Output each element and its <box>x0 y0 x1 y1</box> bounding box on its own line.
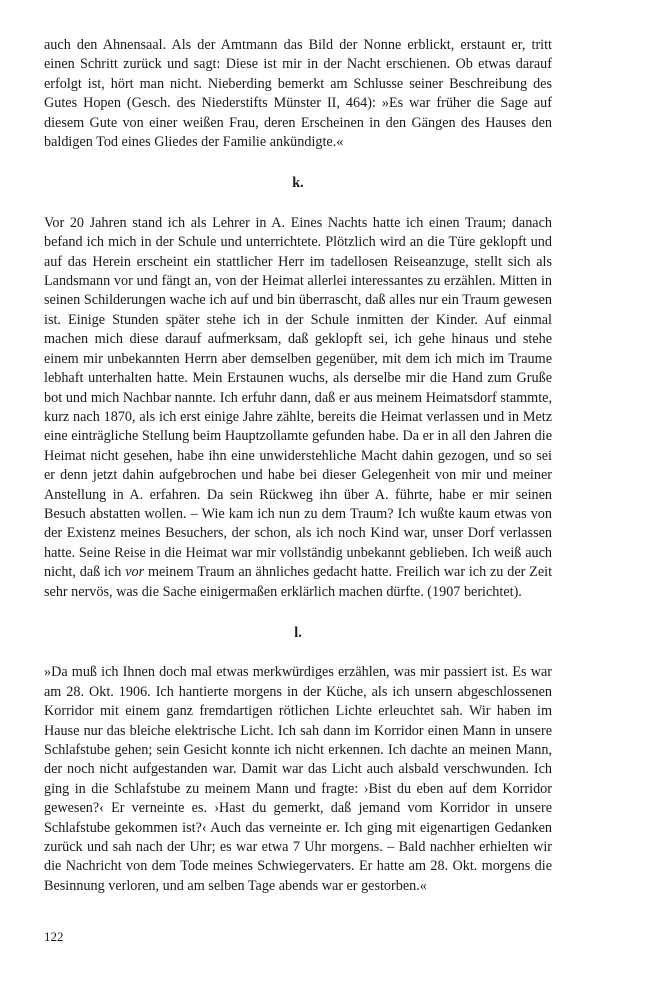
paragraph-corridor-light: »Da muß ich Ihnen doch mal etwas merkwürdiges erzählen, was mir passiert ist. Es war am 28. Okt. 1906. Ich hantierte morgens in der Küche, als ich unsern abgeschlossenen Korridor mit einem ganz fremdartigen rötlichen Lichte erleuchtet sah. Wir haben im Hause nur das bleiche elektrische Licht. Ich sah dann im Korridor einen Mann in unsere Schlafstube gehen; sein Gesicht konnte ich nicht erkennen. Ich dachte an meinen Mann, der noch nicht aufgestanden war. Damit war das Licht auch alsbald verschwunden. Ich ging in die Schlafstube zu meinem Mann und fragte: ›Bist du eben auf dem Korridor gewesen?‹ Er verneinte es. ›Hast du gemerkt, daß jemand vom Korridor in unsere Schlafstube gekommen ist?‹ Auch das verneinte er. Ich ging mit eigenartigen Gedanken zurück und sah nach der Uhr; es war etwa 7 Uhr morgens. – Bald nachher erhielten wir die Nachricht von dem Tode meines Schwiegervaters. Er hatte am 28. Okt. morgens die Besinnung verloren, und am selben Tage abends war er gestorben.« <box>44 664 552 894</box>
paragraph-dream-teacher-part-2: meinem Traum an ähnliches gedacht hatte. Freilich war ich zu der Zeit sehr nervös, was die Sache einigermaßen erklärlich machen dürfte. (1907 berichtet). <box>44 564 553 600</box>
page-number: 122 <box>44 929 64 944</box>
section-heading-l: l. <box>294 624 302 641</box>
page-body <box>44 36 552 896</box>
section-heading-k: k. <box>292 175 304 192</box>
paragraph-dream-teacher-part-1: Vor 20 Jahren stand ich als Lehrer in A. Eines Nachts hatte ich einen Traum; danach befand ich mich in der Schule und unterrichtete. Plötzlich wird an die Türe geklopft und auf das Herein erscheint ein stattlicher Herr im tadellosen Reiseanzuge, stellt sich als Landsmann vor und fängt an, von der Heimat allerlei interessantes zu erzählen. Mitten in seinen Schilderungen wache ich auf und bin überrascht, daß alles nur ein Traum gewesen ist. Einige Stunden später stehe ich in der Schule inmitten der Kinder. Auf einmal machen mich diese darauf aufmerksam, daß geklopft sei, ich gehe hinaus und stehe einem mir unbekannten Herrn aber demselben gegenüber, mit dem ich mich im Traume lebhaft unterhalten hatte. Mein Erstaunen wuchs, als derselbe mir die Hand zum Gruße bot und mich Nachbar nannte. Ich erfuhr dann, daß er aus meinem Heimatsdorf stammte, kurz nach 1870, als ich erst einige Jahre zählte, bereits die Heimat verlassen und in Metz eine einträgliche Stellung beim Hauptzollamte gefunden habe. Da er in all den Jahren die Heimat nicht gesehen, habe ihn eine unwiderstehliche Macht dahin gezogen, und so sei er denn jetzt dahin aufgebrochen und habe bei dieser Gelegenheit von mir und meiner Anstellung in A. erfahren. Da sein Rückweg ihn über A. führte, habe er mir seinen Besuch abstatten wollen. – Wie kam ich nun zu dem Traum? Ich wußte kaum etwas von der Existenz meines Besuchers, der schon, als ich noch Kind war, unser Dorf verlassen hatte. Seine Reise in die Heimat war mir vollständig unbekannt geblieben. Ich weiß auch nicht, daß ich <box>44 214 552 581</box>
paragraph-ahnensaal: auch den Ahnensaal. Als der Amtmann das Bild der Nonne erblickt, erstaunt er, tritt einen Schritt zurück und sagt: Diese ist mir in der Nacht erschienen. Ob etwas darauf erfolgt ist, hört man nicht. Nieberding bemerkt am Schlusse seiner Beschreibung des Gutes Hopen (Gesch. des Niederstifts Münster II, 464): »Es war früher die Sage auf diesem Gute von einer weißen Frau, deren Erscheinen in den Gängen des Hauses den baldigen Tod eines Gliedes der Familie ankündigte.« <box>44 37 552 151</box>
paragraph-dream-teacher-emphasis: vor <box>125 564 145 581</box>
paragraph-dream-teacher <box>44 214 552 602</box>
